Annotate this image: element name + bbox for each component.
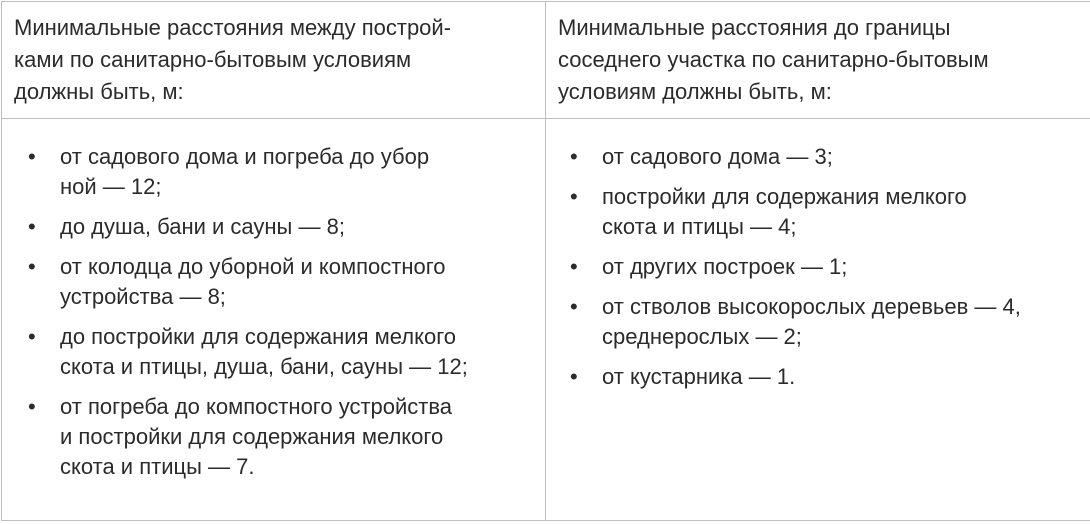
bullet-icon: • [570,254,578,279]
list-item [28,392,543,482]
bullet-icon: • [28,324,36,349]
list-item [570,252,1090,282]
bullet-icon: • [570,294,578,319]
bullet-icon: • [570,144,578,169]
list-item-text: от стволов высокорослых деревьев — 4, среднерослых — 2; [602,294,1021,349]
list-item-text: от погреба до компостного устройства и постройки для содержания мелкого скота и птицы — 7. [60,394,453,479]
bullet-icon: • [28,214,36,239]
list-item-text: постройки для содержания мелкого скота и птицы — 4; [602,184,967,239]
left-column-list [28,142,543,492]
list-item-text: от колодца до уборной и компостного устройства — 8; [60,254,446,309]
list-item [28,212,543,242]
list-item-text: от садового дома и погреба до убор ной — 12; [60,144,430,199]
bullet-icon: • [28,394,36,419]
bullet-icon: • [28,144,36,169]
list-item [28,142,543,202]
list-item-text: от кустарника — 1. [602,364,796,389]
list-item [570,362,1090,392]
header-right-cell: Минимальные расстояния до границы соседнего участка по санитарно-бытовым условиям должны быть, м: [558,15,989,104]
list-item-text: от садового дома — 3; [602,144,833,169]
header-left-cell: Минимальные расстояния между построй- ками по санитарно-бытовым условиям должны быть, м: [14,15,452,104]
bullet-icon: • [570,184,578,209]
list-item-text: до постройки для содержания мелкого скота и птицы, душа, бани, сауны — 12; [60,324,468,379]
header-divider [2,118,1090,119]
list-item [28,322,543,382]
bullet-icon: • [28,254,36,279]
right-column-list [570,142,1090,402]
column-divider [545,2,546,520]
list-item [570,292,1090,352]
bullet-icon: • [570,364,578,389]
list-item-text: до душа, бани и сауны — 8; [60,214,345,239]
list-item-text: от других построек — 1; [602,254,848,279]
list-item [570,142,1090,172]
list-item [570,182,1090,242]
list-item [28,252,543,312]
